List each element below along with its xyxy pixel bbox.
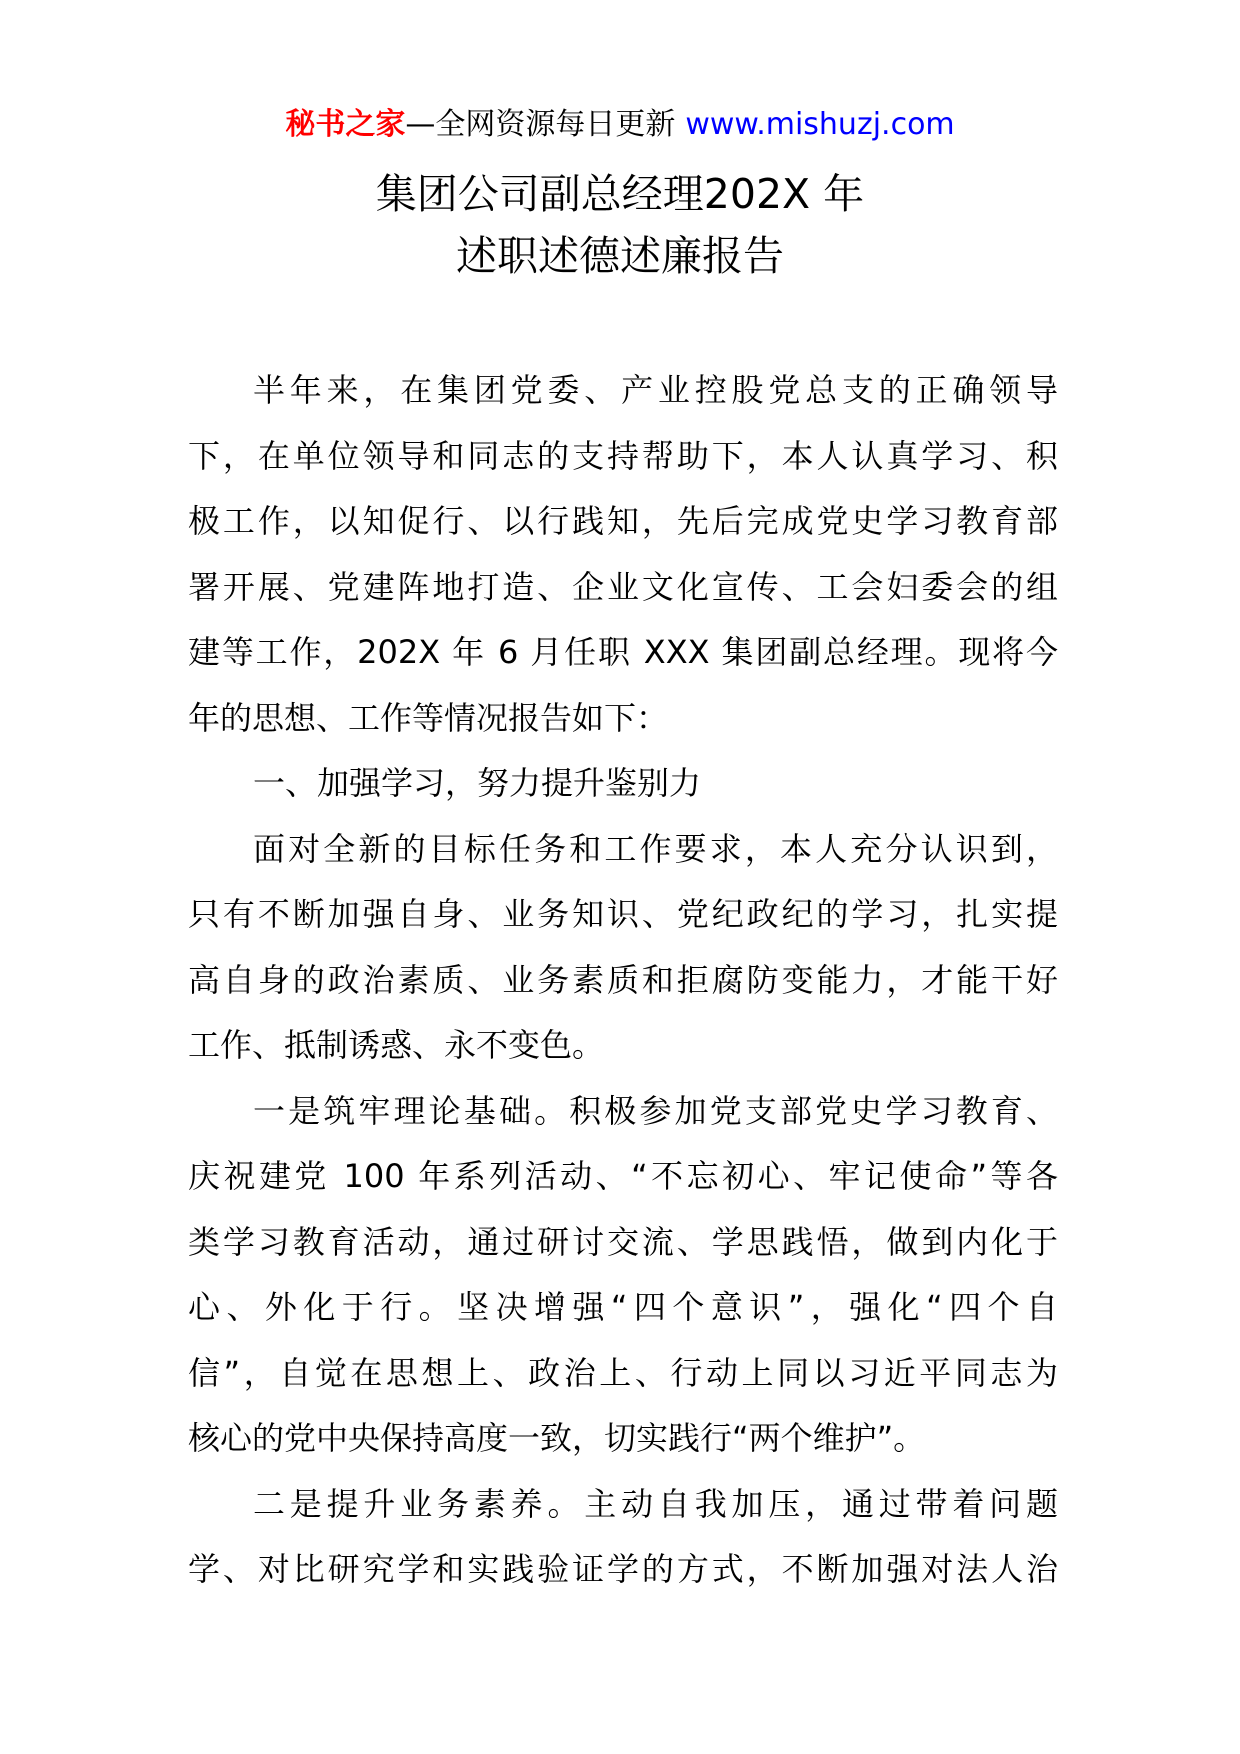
paragraph-line: 只有不断加强自身、业务知识、党纪政纪的学习，扎实提 bbox=[188, 895, 1058, 933]
paragraph-line: 二是提升业务素养。主动自我加压，通过带着问题 bbox=[253, 1484, 1058, 1523]
paragraph-line: 工作、抵制诱惑、永不变色。 bbox=[188, 1026, 605, 1064]
paragraph-line: 建等工作，202X 年 6 月任职 XXX 集团副总经理。现将今 bbox=[188, 633, 1058, 671]
paragraph-line: 类学习教育活动，通过研讨交流、学思践悟，做到内化于 bbox=[188, 1222, 1058, 1261]
paragraph-line: 庆祝建党 100 年系列活动、“不忘初心、牢记使命”等各 bbox=[188, 1157, 1058, 1195]
header-tagline: —全网资源每日更新 bbox=[405, 107, 676, 142]
section-heading: 一、加强学习，努力提升鉴别力 bbox=[253, 764, 702, 802]
paragraph-line: 面对全新的目标任务和工作要求，本人充分认识到， bbox=[253, 829, 1058, 868]
paragraph-line: 核心的党中央保持高度一致，切实践行“两个维护”。 bbox=[188, 1419, 926, 1457]
paragraph-line: 年的思想、工作等情况报告如下： bbox=[188, 698, 669, 737]
title-line-2: 述职述德述廉报告 bbox=[456, 232, 784, 280]
brand-name: 秘书之家 bbox=[285, 107, 406, 142]
paragraph-line: 高自身的政治素质、业务素质和拒腐防变能力，才能干好 bbox=[188, 960, 1058, 999]
paragraph-line: 极工作，以知促行、以行践知，先后完成党史学习教育部 bbox=[188, 502, 1058, 540]
title-line-1: 集团公司副总经理202X 年 bbox=[375, 170, 865, 218]
paragraph-line: 下，在单位领导和同志的支持帮助下，本人认真学习、积 bbox=[188, 436, 1058, 475]
paragraph-line: 心、外化于行。坚决增强“四个意识”，强化“四个自 bbox=[188, 1288, 1058, 1326]
paragraph-line: 一是筑牢理论基础。积极参加党支部党史学习教育、 bbox=[253, 1091, 1058, 1130]
paragraph-line: 半年来，在集团党委、产业控股党总支的正确领导 bbox=[253, 371, 1058, 409]
site-url-link[interactable]: www.mishuzj.com bbox=[685, 107, 955, 142]
site-header bbox=[0, 100, 1240, 150]
paragraph-line: 信”，自觉在思想上、政治上、行动上同以习近平同志为 bbox=[188, 1353, 1058, 1392]
document-body bbox=[188, 358, 1058, 1603]
document-title bbox=[0, 163, 1240, 287]
paragraph-line: 学、对比研究学和实践验证学的方式，不断加强对法人治 bbox=[188, 1550, 1058, 1588]
paragraph-line: 署开展、党建阵地打造、企业文化宣传、工会妇委会的组 bbox=[188, 567, 1058, 606]
